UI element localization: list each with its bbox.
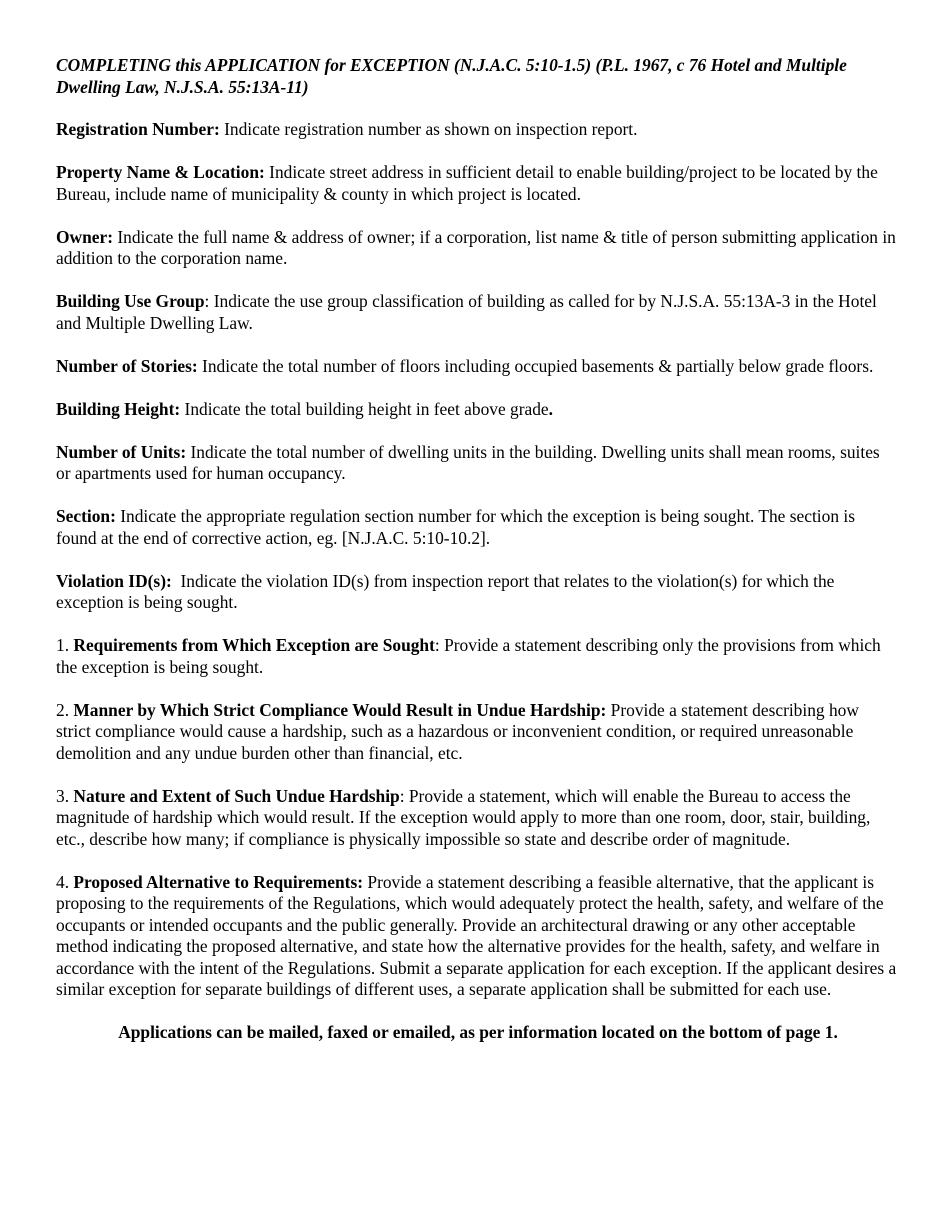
field-description: Indicate the violation ID(s) from inspection report that relates to the violation(s) for which the exception is being sought. [56,570,839,612]
field-description: Indicate the total number of floors including occupied basements & partially below grade floors. [197,355,874,376]
field-label: Number of Stories: [56,355,198,376]
field-number-of-stories [56,356,898,378]
item-manner-strict-compliance-hardship [56,700,898,765]
field-label: Requirements from Which Exception are Sought [73,635,435,655]
field-registration-number [56,119,898,141]
item-number: 1. [56,635,74,655]
field-label: Building Use Group [56,291,205,311]
field-building-use-group [56,291,898,334]
field-description: Indicate street address in sufficient detail to enable building/project to be located by the Bureau, include name of municipality & county in which project is located. [56,162,878,204]
field-label: Violation ID(s): [56,570,172,591]
page-title: COMPLETING this APPLICATION for EXCEPTION (N.J.A.C. 5:10-1.5) (P.L. 1967, c 76 Hotel and Multiple Dwelling Law, N.J.S.A. 55:13A-11) [56,55,847,97]
item-number: 4. [56,871,74,892]
field-label: Number of Units: [56,441,187,462]
field-description: Indicate the appropriate regulation section number for which the exception is being sought. The section is found at the end of corrective action, eg. [N.J.A.C. 5:10-10.2]. [56,506,855,548]
item-nature-extent-undue-hardship [56,786,898,851]
field-label: Nature and Extent of Such Undue Hardship [73,785,400,806]
field-description: : Provide a statement, which will enable the Bureau to access the magnitude of hardship which would result. If the exception would apply to more than one room, door, stair, building, etc., describe how many; if compliance is physically impossible so state and describe order of magnitude. [56,785,871,849]
field-label: Registration Number: [56,119,220,139]
field-section [56,506,898,549]
field-description: Provide a statement describing how strict compliance would cause a hardship, such as a hazardous or inconvenient condition, or required unreasonable demolition and any undue burden other than financial, etc. [56,699,859,763]
field-label: Building Height: [56,398,181,419]
field-suffix: . [548,398,554,419]
field-label: Manner by Which Strict Compliance Would Result in Undue Hardship: [73,699,607,720]
item-number: 2. [56,699,74,720]
field-label: Section: [56,506,116,526]
field-property-name-location [56,162,898,205]
field-building-height [56,399,898,421]
field-violation-ids [56,571,898,614]
submission-instructions: Applications can be mailed, faxed or emailed, as per information located on the bottom of page 1. [118,1022,838,1042]
item-requirements-from-which-exception-sought [56,635,898,678]
item-number: 3. [56,785,74,806]
field-description: Indicate the full name & address of owner; if a corporation, list name & title of person submitting application in addition to the corporation name. [56,226,896,268]
field-description: Indicate the total building height in feet above grade [180,398,549,419]
field-description: Provide a statement describing a feasible alternative, that the applicant is proposing to the requirements of the Regulations, which would adequately protect the health, safety, and welfare of the occupants or intended occupants and the public generally. Provide an architectural drawing or any other acceptable method indicating the proposed alternative, and state how the alternative provides for the health, safety, and welfare in accordance with the intent of the Regulations. Submit a separate application for each exception. If the applicant desires a similar exception for separate buildings of different uses, a separate application shall be submitted for each use. [56,871,897,999]
field-label: Property Name & Location: [56,162,265,182]
field-description: : Indicate the use group classification of building as called for by N.J.S.A. 55:13A-3 in the Hotel and Multiple Dwelling Law. [56,291,877,333]
field-number-of-units [56,442,898,485]
field-description: Indicate registration number as shown on inspection report. [219,119,638,139]
item-proposed-alternative [56,872,898,1001]
field-label: Proposed Alternative to Requirements: [73,871,364,892]
field-description: Indicate the total number of dwelling units in the building. Dwelling units shall mean rooms, suites or apartments used for human occupancy. [56,441,880,483]
field-description: : Provide a statement describing only the provisions from which the exception is being sought. [56,635,881,677]
field-label: Owner: [56,226,113,247]
document-page [56,55,898,1044]
field-owner [56,227,898,270]
